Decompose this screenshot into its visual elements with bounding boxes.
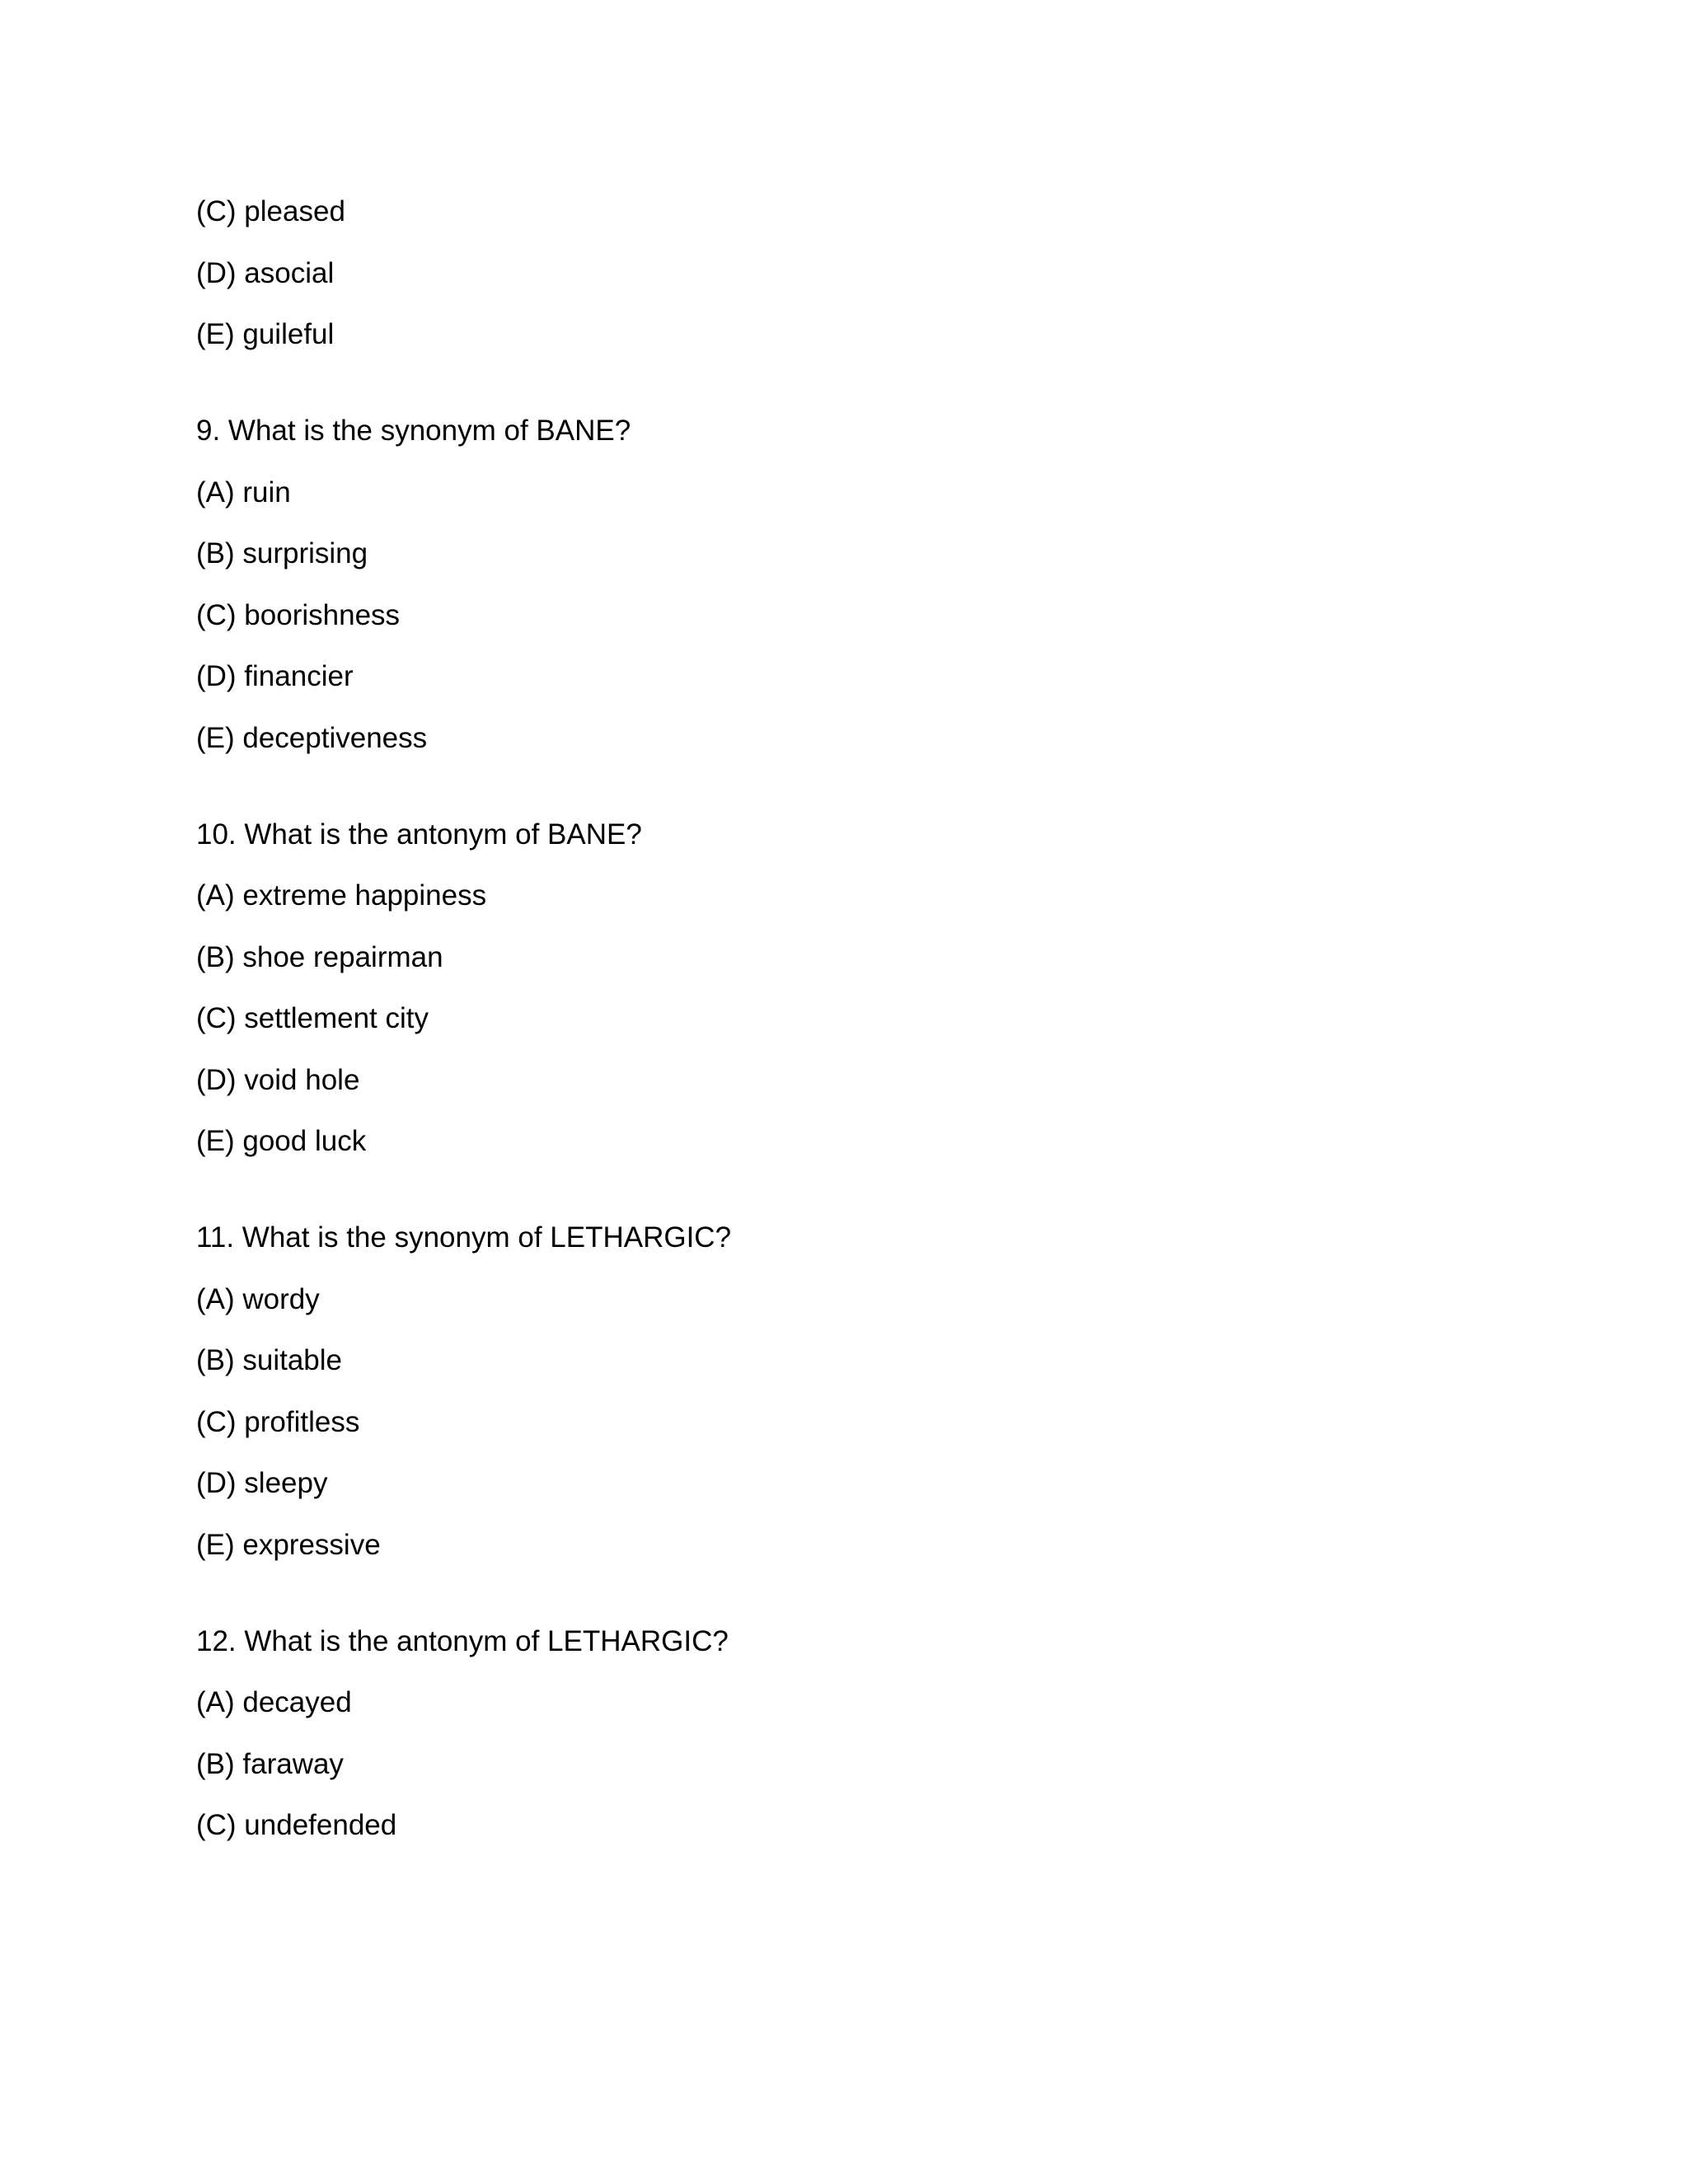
- option-text: (A) extreme happiness: [196, 879, 487, 912]
- question-prompt: 9. What is the synonym of BANE?: [196, 415, 631, 447]
- option-text: (B) suitable: [196, 1344, 343, 1376]
- question-10: [196, 818, 1515, 1160]
- question-11: [196, 1221, 1515, 1563]
- option-text: (B) surprising: [196, 537, 368, 569]
- option-text: (B) shoe repairman: [196, 940, 443, 973]
- option-text: (E) deceptiveness: [196, 721, 428, 754]
- option-text: (D) sleepy: [196, 1467, 328, 1499]
- option-text: (E) good luck: [196, 1125, 367, 1157]
- option-text: (C) undefended: [196, 1809, 397, 1841]
- question-prompt: 10. What is the antonym of BANE?: [196, 818, 642, 851]
- option-text: (D) void hole: [196, 1063, 360, 1096]
- option-text: (E) expressive: [196, 1528, 381, 1561]
- option-text: (D) asocial: [196, 256, 335, 289]
- question-prompt: 12. What is the antonym of LETHARGIC?: [196, 1624, 729, 1657]
- question-9: [196, 414, 1515, 756]
- option-text: (A) ruin: [196, 476, 291, 509]
- page-content: [196, 194, 1515, 1870]
- option-text: (C) pleased: [196, 195, 345, 227]
- continued-options: [196, 194, 1515, 352]
- option-text: (B) faraway: [196, 1747, 344, 1780]
- option-text: (C) settlement city: [196, 1002, 429, 1034]
- option-text: (E) guileful: [196, 318, 335, 350]
- question-12: [196, 1624, 1515, 1844]
- question-prompt: 11. What is the synonym of LETHARGIC?: [196, 1221, 732, 1254]
- option-text: (A) decayed: [196, 1686, 352, 1718]
- option-text: (C) boorishness: [196, 598, 401, 631]
- option-text: (C) profitless: [196, 1405, 360, 1438]
- option-text: (A) wordy: [196, 1282, 320, 1315]
- option-text: (D) financier: [196, 660, 354, 692]
